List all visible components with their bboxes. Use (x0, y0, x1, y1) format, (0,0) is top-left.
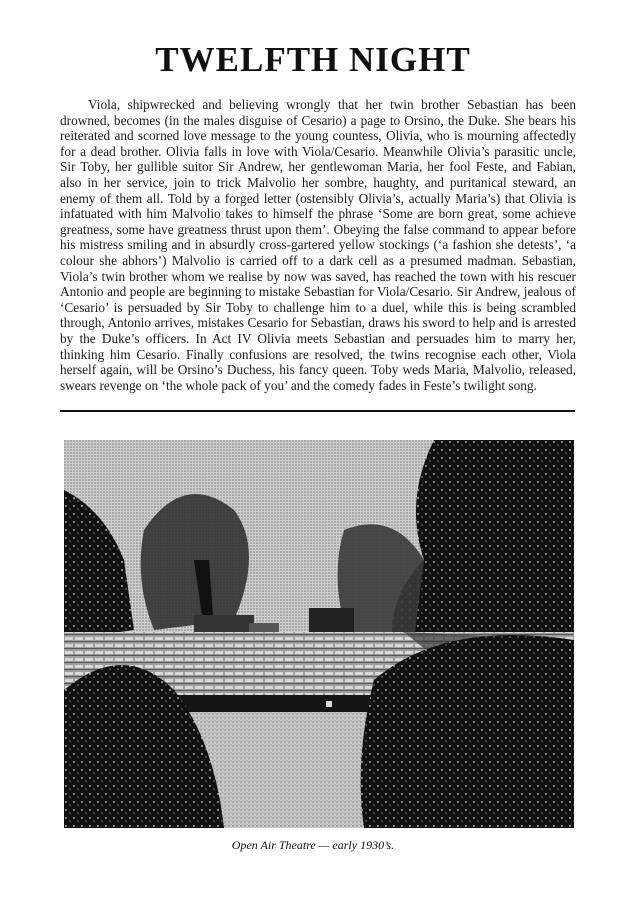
photo-illustration (64, 440, 574, 828)
horizontal-rule (60, 410, 575, 412)
page-title: TWELFTH NIGHT (155, 40, 471, 79)
synopsis-paragraph: Viola, shipwrecked and believing wrongly that her twin brother Sebastian has been drowned, becomes (in the males disguise of Cesario) a page to Orsino, the Duke. She bears his reiterated and scorned love message to the young countess, Olivia, who is mourning affectedly for a dead brother. Olivia falls in love with Viola/Cesario. Meanwhile Olivia’s parasitic uncle, Sir Toby, her gullible suitor Sir Andrew, her gentlewoman Maria, her fool Feste, and Fabian, also in her service, join to trick Malvolio her sombre, haughty, and puritanical steward, an enemy of them all. Told by a forged letter (ostensibly Olivia’s, actually Maria’s) that Olivia is infatuated with him Malvolio takes to himself the phrase ‘Some are born great, some achieve greatness, some have greatness thrust upon them’. Obeying the false command to appear before his mistress smiling and in absurdly cross-gartered yellow stockings (‘a fashion she detests’, ‘a colour she abhors’) Malvolio is carried off to a dark cell as a presumed madman. Sebastian, Viola’s twin brother whom we realise by now was saved, has reached the town with his rescuer Antonio and people are beginning to mistake Sebastian for Viola/Cesario. Sir Andrew, jealous of ‘Cesario’ is persuaded by Sir Toby to challenge him to a duel, while this is being scrambled through, Antonio arrives, mistakes Cesario for Sebastian, draws his sword to help and is arrested by the Duke’s officers. In Act IV Olivia meets Sebastian and persuades him to marry her, thinking him Cesario. Finally confusions are resolved, the twins recognise each other, Viola herself again, will be Orsino’s Duchess, his fancy queen. Toby weds Maria, Malvolio, released, swears revenge on ‘the whole pack of you’ and the comedy fades in Feste’s twilight song. (60, 97, 576, 393)
photo-caption: Open Air Theatre — early 1930’s. (231, 838, 395, 852)
open-air-theatre-photo (64, 440, 574, 828)
